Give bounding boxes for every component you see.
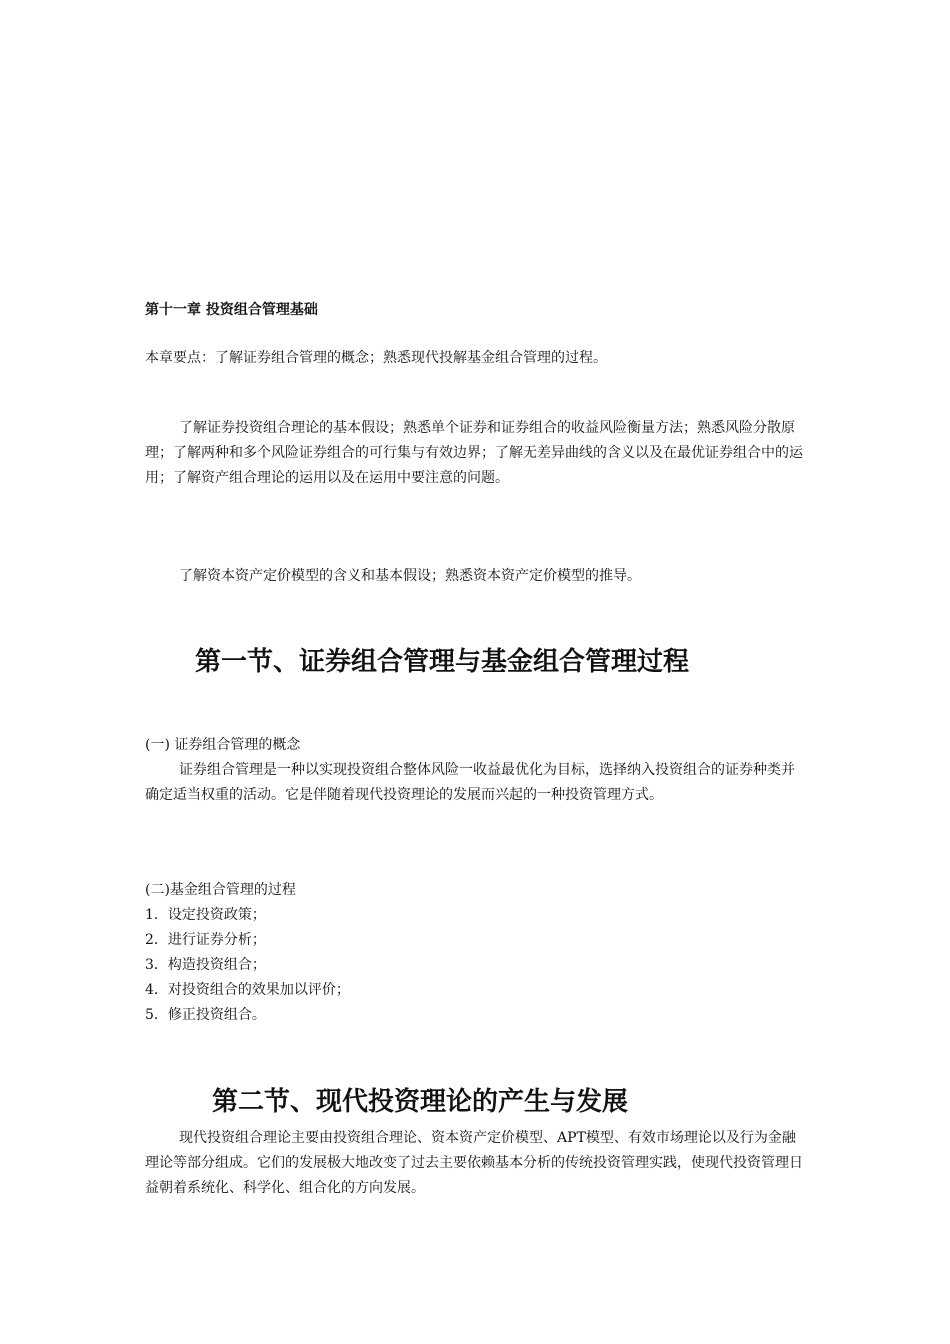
subsection-2-heading: (二)基金组合管理的过程 — [145, 882, 296, 898]
process-step: 5．修正投资组合。 — [145, 1007, 266, 1023]
process-step: 3．构造投资组合； — [145, 957, 266, 973]
process-step: 1．设定投资政策； — [145, 907, 266, 923]
section-2-body: 现代投资组合理论主要由投资组合理论、资本资产定价模型、APT模型、有效市场理论以及行为金融理论等部分组成。它们的发展极大地改变了过去主要依赖基本分析的传统投资管理实践，使现代投资管理日益朝着系统化、科学化、组合化的方向发展。 — [145, 1130, 803, 1196]
section-2-title: 第二节、现代投资理论的产生与发展 — [212, 1087, 629, 1117]
learning-objectives-paragraph-1: 了解证券投资组合理论的基本假设；熟悉单个证券和证券组合的收益风险衡量方法；熟悉风险分散原理；了解两种和多个风险证券组合的可行集与有效边界；了解无差异曲线的含义以及在最优证券组合中的运用；了解资产组合理论的运用以及在运用中要注意的问题。 — [145, 420, 803, 486]
learning-objectives-paragraph-2: 了解资本资产定价模型的含义和基本假设；熟悉资本资产定价模型的推导。 — [179, 568, 641, 584]
process-step: 4．对投资组合的效果加以评价； — [145, 982, 350, 998]
chapter-key-points: 本章要点：了解证券组合管理的概念；熟悉现代投解基金组合管理的过程。 — [145, 350, 607, 366]
subsection-1-heading: (一) 证券组合管理的概念 — [145, 737, 301, 753]
process-step: 2．进行证券分析； — [145, 932, 266, 948]
chapter-title: 第十一章 投资组合管理基础 — [145, 302, 318, 318]
process-steps-list — [145, 903, 805, 1028]
subsection-1-body: 证券组合管理是一种以实现投资组合整体风险一收益最优化为目标，选择纳入投资组合的证券种类并确定适当权重的活动。它是伴随着现代投资理论的发展而兴起的一种投资管理方式。 — [145, 762, 795, 803]
section-1-title: 第一节、证券组合管理与基金组合管理过程 — [195, 647, 690, 677]
